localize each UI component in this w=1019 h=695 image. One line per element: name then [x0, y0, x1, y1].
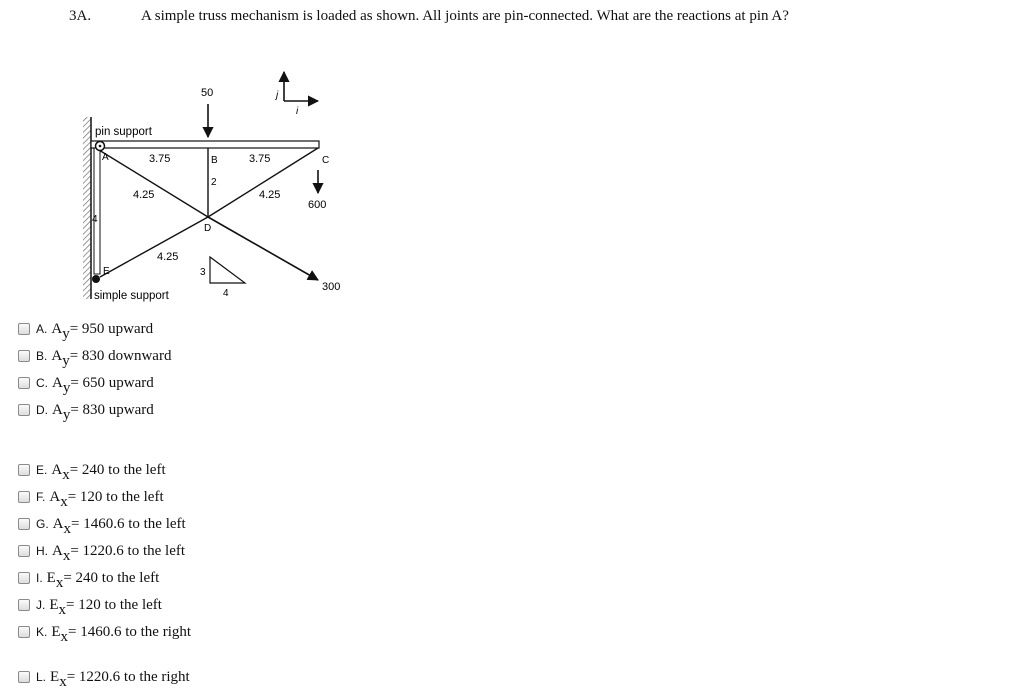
- option-text: = 120 to the left: [66, 596, 162, 613]
- option-variable: E: [50, 668, 60, 685]
- checkbox[interactable]: [18, 626, 30, 638]
- option-variable: A: [52, 515, 64, 532]
- wall-hatch: [83, 117, 91, 299]
- option-letter: F.: [36, 490, 46, 504]
- option-subscript: y: [62, 325, 70, 342]
- option-variable: A: [52, 401, 63, 418]
- option-variable: A: [51, 461, 63, 478]
- label-load-600: 600: [308, 199, 327, 211]
- member-ae: [94, 148, 100, 274]
- slope-triangle: [210, 257, 245, 283]
- label-dim-ab: 3.75: [149, 153, 171, 165]
- option-text: = 120 to the left: [67, 488, 164, 505]
- option-letter: G.: [36, 517, 49, 531]
- checkbox[interactable]: [18, 518, 30, 530]
- checkbox[interactable]: [18, 350, 30, 362]
- answer-option[interactable]: [18, 621, 191, 643]
- label-tri-h: 4: [223, 288, 229, 299]
- label-dim-ed: 4.25: [157, 251, 179, 263]
- option-letter: E.: [36, 463, 48, 477]
- answer-option[interactable]: [18, 459, 166, 481]
- label-dim-dc: 4.25: [259, 189, 281, 201]
- label-joint-c: C: [322, 155, 330, 166]
- answer-option[interactable]: [18, 372, 154, 394]
- answer-option[interactable]: [18, 486, 164, 508]
- option-subscript: y: [62, 352, 70, 369]
- answer-option[interactable]: [18, 666, 190, 688]
- answer-option[interactable]: [18, 513, 186, 535]
- answer-option[interactable]: [18, 345, 171, 367]
- option-letter: J.: [36, 598, 46, 612]
- answer-option[interactable]: [18, 399, 154, 421]
- option-letter: B.: [36, 349, 48, 363]
- question-text: A simple truss mechanism is loaded as shown. All joints are pin-connected. What are the reactions at pin A?: [141, 8, 789, 24]
- label-pin-support: pin support: [95, 126, 152, 138]
- checkbox[interactable]: [18, 323, 30, 335]
- option-subscript: x: [60, 493, 68, 510]
- option-letter: H.: [36, 544, 48, 558]
- label-tri-v: 3: [200, 267, 206, 278]
- label-load-300: 300: [322, 281, 341, 293]
- checkbox[interactable]: [18, 671, 30, 683]
- label-joint-d: D: [204, 223, 212, 234]
- label-dim-ae: 4: [92, 214, 98, 225]
- option-text: = 240 to the left: [69, 461, 166, 478]
- option-variable: E: [49, 596, 59, 613]
- option-subscript: x: [62, 547, 71, 564]
- member-ac: [91, 141, 319, 148]
- label-dim-bc: 3.75: [249, 153, 271, 165]
- option-text: = 650 upward: [70, 374, 154, 391]
- option-text: = 950 upward: [69, 320, 154, 337]
- label-joint-e: E: [103, 266, 110, 277]
- checkbox[interactable]: [18, 545, 30, 557]
- label-joint-a: A: [102, 152, 109, 163]
- pin-a-center: [99, 145, 102, 148]
- option-text: = 830 upward: [70, 401, 154, 418]
- option-variable: A: [52, 542, 63, 559]
- option-subscript: x: [58, 601, 67, 618]
- option-subscript: y: [62, 406, 71, 423]
- answer-option[interactable]: [18, 567, 159, 589]
- answer-option[interactable]: [18, 540, 185, 562]
- option-subscript: x: [62, 466, 70, 483]
- label-axis-j: j: [276, 90, 279, 101]
- option-subscript: x: [55, 574, 64, 591]
- label-axis-i: i: [296, 106, 299, 117]
- option-letter: A.: [36, 322, 48, 336]
- option-subscript: x: [63, 520, 72, 537]
- option-letter: K.: [36, 625, 48, 639]
- option-text: = 830 downward: [69, 347, 172, 364]
- label-load-50: 50: [201, 87, 214, 99]
- option-letter: L.: [36, 670, 47, 684]
- option-subscript: x: [60, 628, 69, 645]
- option-text: = 1220.6 to the left: [70, 542, 186, 559]
- checkbox[interactable]: [18, 599, 30, 611]
- checkbox[interactable]: [18, 572, 30, 584]
- answer-option[interactable]: [18, 594, 162, 616]
- option-text: = 1460.6 to the right: [68, 623, 192, 640]
- answer-option[interactable]: [18, 318, 153, 340]
- label-dim-bd: 2: [211, 177, 217, 188]
- roller-e: [92, 275, 100, 283]
- option-subscript: y: [62, 379, 71, 396]
- option-variable: A: [51, 347, 63, 364]
- option-variable: A: [49, 488, 61, 505]
- member-ed: [100, 217, 208, 277]
- checkbox[interactable]: [18, 464, 30, 476]
- question-number: 3A.: [69, 8, 92, 24]
- option-letter: I.: [36, 571, 43, 585]
- option-variable: A: [52, 374, 63, 391]
- checkbox[interactable]: [18, 404, 30, 416]
- option-text: = 240 to the left: [63, 569, 160, 586]
- label-joint-b: B: [211, 155, 218, 166]
- option-variable: E: [46, 569, 56, 586]
- option-letter: C.: [36, 376, 48, 390]
- option-text: = 1460.6 to the left: [71, 515, 186, 532]
- option-letter: D.: [36, 403, 48, 417]
- label-simple-support: simple support: [94, 290, 169, 302]
- option-variable: E: [51, 623, 61, 640]
- load-300-arrow: [208, 217, 318, 280]
- checkbox[interactable]: [18, 491, 30, 503]
- option-text: = 1220.6 to the right: [66, 668, 190, 685]
- checkbox[interactable]: [18, 377, 30, 389]
- label-dim-ad: 4.25: [133, 189, 155, 201]
- option-subscript: x: [59, 673, 67, 690]
- option-variable: A: [51, 320, 63, 337]
